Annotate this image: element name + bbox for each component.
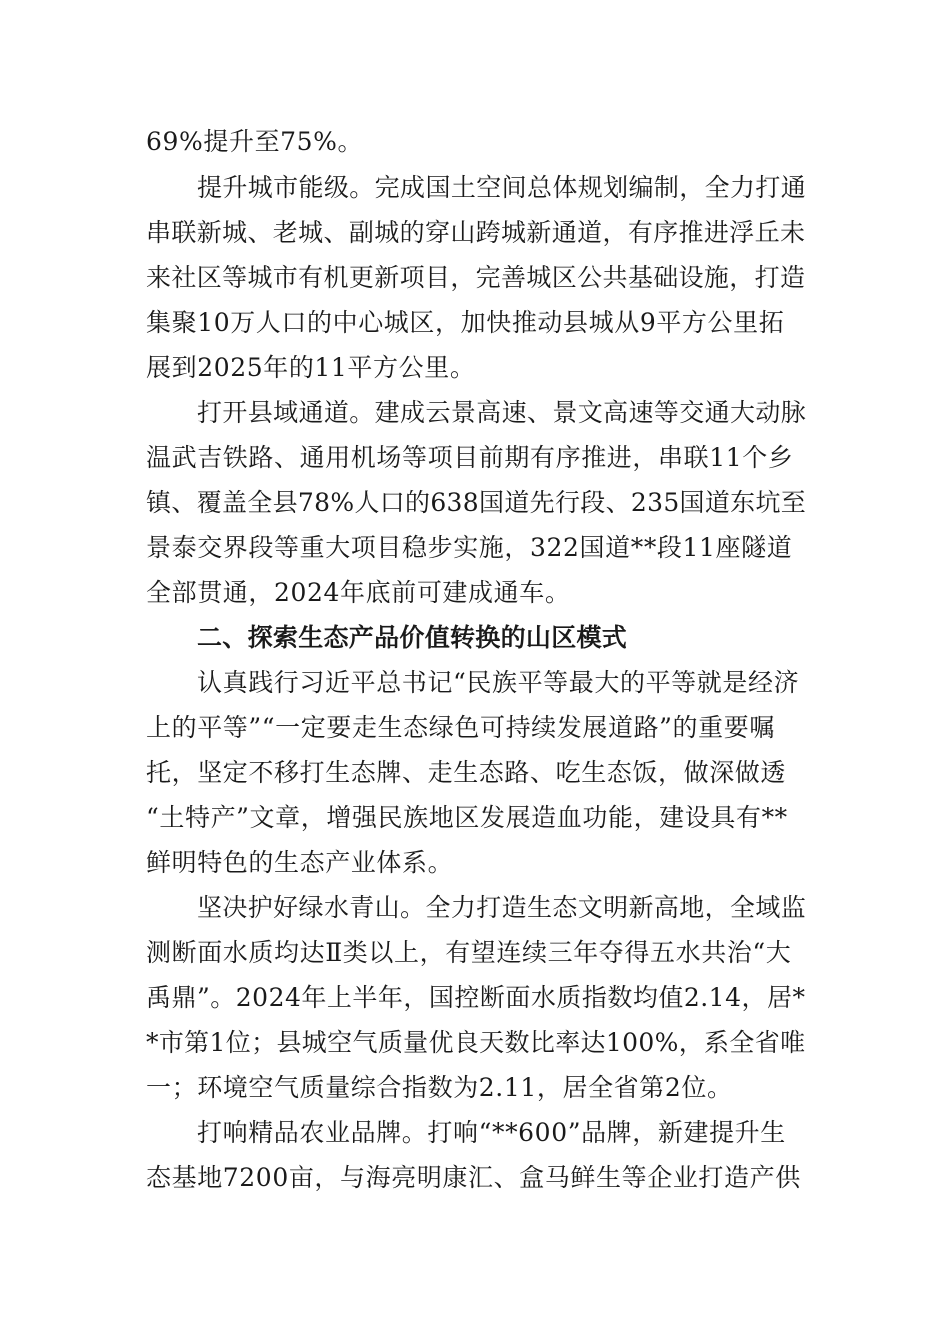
paragraph-agri-brand-line-1: 打响精品农业品牌。打响“**600”品牌，新建提升生 [197,1118,786,1147]
paragraph-county-channel-line-4: 景泰交界段等重大项目稳步实施，322国道**段11座隧道 [146,533,793,562]
paragraph-intro-line-2: 上的平等”“一定要走生态绿色可持续发展道路”的重要嘱 [146,713,775,742]
paragraph-intro-line-4: “土特产”文章，增强民族地区发展造血功能，建设具有** [146,803,788,832]
paragraph-intro-line-1: 认真践行习近平总书记“民族平等最大的平等就是经济 [197,668,800,697]
paragraph-county-channel-line-5: 全部贯通，2024年底前可建成通车。 [146,578,571,607]
paragraph-green-line-4: *市第1位；县城空气质量优良天数比率达100%，系全省唯 [146,1028,806,1057]
paragraph-urban-level-line-1: 提升城市能级。完成国土空间总体规划编制，全力打通 [197,173,807,202]
paragraph-urban-level-line-5: 展到2025年的11平方公里。 [146,353,476,382]
paragraph-county-channel-line-2: 温武吉铁路、通用机场等项目前期有序推进，串联11个乡 [146,443,794,472]
paragraph-county-channel-line-3: 镇、覆盖全县78%人口的638国道先行段、235国道东坑至 [146,488,807,517]
paragraph-green-line-3: 禹鼎”。2024年上半年，国控断面水质指数均值2.14，居* [146,983,806,1012]
text-line-1: 69%提升至75%。 [146,127,364,156]
paragraph-urban-level-line-2: 串联新城、老城、副城的穿山跨城新通道，有序推进浮丘未 [146,218,806,247]
paragraph-green-line-2: 测断面水质均达Ⅱ类以上，有望连续三年夺得五水共治“大 [146,938,792,967]
paragraph-intro-line-3: 托，坚定不移打生态牌、走生态路、吃生态饭，做深做透 [146,758,787,787]
paragraph-green-line-5: 一；环境空气质量综合指数为2.11，居全省第2位。 [146,1073,733,1102]
paragraph-agri-brand-line-2: 态基地7200亩，与海亮明康汇、盒马鲜生等企业打造产供 [146,1163,801,1192]
section-heading: 二、探索生态产品价值转换的山区模式 [197,623,628,652]
paragraph-county-channel-line-1: 打开县域通道。建成云景高速、景文高速等交通大动脉 [197,398,807,427]
paragraph-green-line-1: 坚决护好绿水青山。全力打造生态文明新高地，全域监 [197,893,807,922]
paragraph-intro-line-5: 鲜明特色的生态产业体系。 [146,848,454,877]
paragraph-urban-level-line-3: 来社区等城市有机更新项目，完善城区公共基础设施，打造 [146,263,806,292]
paragraph-urban-level-line-4: 集聚10万人口的中心城区，加快推动县城从9平方公里拓 [146,308,785,337]
